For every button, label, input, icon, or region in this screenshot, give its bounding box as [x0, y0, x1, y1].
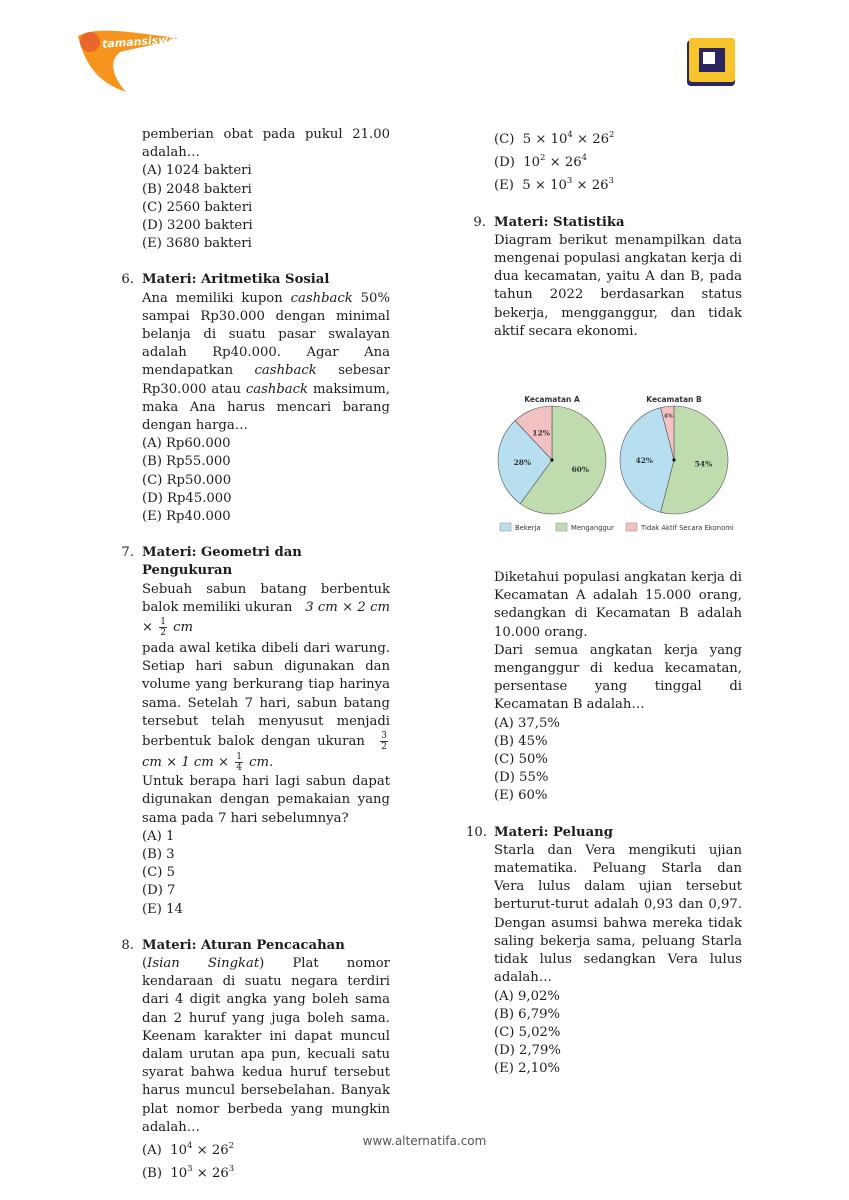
- q5-option-d: (D) 3200 bakteri: [142, 218, 253, 234]
- q9-option-e: (E) 60%: [494, 788, 548, 804]
- q6-number: 6.: [121, 272, 134, 288]
- pie-title-2: Kecamatan B: [646, 395, 702, 404]
- q7-option-b: (B) 3: [142, 846, 175, 862]
- q6-option-a: (A) Rp60.000: [142, 436, 231, 452]
- pie-label-2-1: 42%: [635, 456, 654, 465]
- legend-swatch-3: [626, 523, 637, 531]
- q9-title: Materi: Statistika: [494, 214, 625, 230]
- q10-option-a: (A) 9,02%: [494, 988, 560, 1004]
- q7-dimension-initial: 3 cm × 2 cm × $\frac{1}{2}$ cm: [142, 599, 391, 639]
- q6-title: Materi: Aritmetika Sosial: [142, 272, 330, 288]
- pie-label-1-1: 28%: [513, 457, 532, 467]
- right-column: [466, 126, 742, 1079]
- question-7: [121, 544, 391, 918]
- q8-option-e: (E) $5 \times 10^3 \times 26^3$: [494, 176, 614, 194]
- pie-center-1: [550, 458, 553, 461]
- q10-option-e: (E) 2,10%: [494, 1061, 561, 1077]
- q6-option-d: (D) Rp45.000: [142, 490, 232, 506]
- left-column: [121, 126, 391, 1183]
- legend-label-3: Tidak Aktif Secara Ekonomi: [641, 524, 734, 532]
- q9-text-2: Diketahui populasi angkatan kerja di Kecamatan A adalah 15.000 orang, sedangkan di Kecamatan B adalah 10.000 orang.: [494, 570, 742, 640]
- footer-url: www.alternatifa.com: [362, 1134, 487, 1148]
- q10-text: Starla dan Vera mengikuti ujian matematika. Peluang Starla dan Vera lulus dalam ujian tersebut berturut-turut adalah 0,93 dan 0,97. Dengan asumsi bahwa mereka tidak saling bekerja sama, peluang Starla tidak lulus sedangkan Vera lulus adalah…: [494, 842, 742, 986]
- q7-option-e: (E) 14: [142, 901, 183, 917]
- legend-label-1: Bekerja: [515, 524, 541, 532]
- q10-option-b: (B) 6,79%: [494, 1006, 561, 1022]
- q10-title: Materi: Peluang: [494, 824, 613, 840]
- pie-label-2-3: 4%: [663, 413, 673, 420]
- q10-option-c: (C) 5,02%: [494, 1024, 561, 1040]
- q7-number: 7.: [121, 545, 134, 561]
- q9-option-b: (B) 45%: [494, 733, 548, 749]
- pie-center-2: [672, 458, 675, 461]
- q5-option-a: (A) 1024 bakteri: [142, 163, 252, 179]
- svg-text:tamansiswa: tamansiswa: [101, 32, 177, 51]
- q10-option-d: (D) 2,79%: [494, 1043, 561, 1059]
- pie-chart-figure: [494, 390, 742, 540]
- q6-option-b: (B) Rp55.000: [142, 454, 231, 470]
- question-10: [466, 824, 742, 1079]
- q8-title: Materi: Aturan Pencacahan: [142, 937, 345, 953]
- q8-option-c: (C) $5 \times 10^4 \times 26^2$: [494, 130, 615, 147]
- legend-swatch-2: [556, 523, 567, 531]
- q5-option-e: (E) 3680 bakteri: [142, 236, 252, 252]
- q6-option-e: (E) Rp40.000: [142, 509, 231, 525]
- alternatifa-logo: [685, 36, 739, 88]
- q8-option-b: (B) $10^3 \times 26^3$: [142, 1164, 235, 1182]
- q9-option-c: (C) 50%: [494, 752, 548, 768]
- q8-text: (Isian Singkat) Plat nomor kendaraan di suatu negara terdiri dari 4 digit angka yang boleh sama dan 2 huruf yang juga boleh sama. Keenam karakter ini dapat muncul dalam urutan apa pun, kecuali satu syarat bahwa kedua huruf tersebut harus muncul bersebelahan. Banyak plat nomor berbeda yang mungkin adalah…: [142, 955, 390, 1135]
- q8-option-d: (D) $10^2 \times 26^4$: [494, 153, 588, 171]
- q9-number: 9.: [473, 214, 486, 230]
- q6-text: Ana memiliki kupon cashback 50% sampai Rp30.000 dengan minimal belanja di suatu pasar swalayan adalah Rp40.000. Agar Ana mendapatkan cashback sebesar Rp30.000 atau cashback maksimum, maka Ana harus mencari barang dengan harga…: [142, 290, 390, 434]
- legend-label-2: Menganggur: [571, 524, 614, 532]
- q7-title: Materi: Geometri dan Pengukuran: [142, 545, 302, 579]
- q5-option-b: (B) 2048 bakteri: [142, 181, 252, 197]
- q5-option-c: (C) 2560 bakteri: [142, 199, 253, 215]
- q9-text-1: Diagram berikut menampilkan data mengenai populasi angkatan kerja di dua kecamatan, yaitu A dan B, pada tahun 2022 berdasarkan status bekerja, mengganggur, dan tidak aktif secara ekonomi.: [494, 232, 742, 339]
- legend-swatch-1: [500, 523, 511, 531]
- q8-option-a: (A) $10^4 \times 26^2$: [142, 1140, 235, 1158]
- q9-option-d: (D) 55%: [494, 770, 549, 786]
- tamansiswa-logo: [68, 22, 188, 98]
- pie-label-2-2: 54%: [694, 459, 713, 469]
- pie-label-1-3: 12%: [532, 428, 550, 438]
- q7-dimension-final: $\frac{3}{2}$ cm × 1 cm × $\frac{1}{4}$ cm.: [142, 731, 387, 774]
- q5-text: pemberian obat pada pukul 21.00 adalah…: [142, 127, 390, 161]
- q9-text-3: Dari semua angkatan kerja yang menganggur di kedua kecamatan, persentase yang tinggal di Kecamatan B adalah…: [494, 642, 742, 713]
- q7-option-d: (D) 7: [142, 883, 176, 899]
- pie-title-1: Kecamatan A: [524, 395, 580, 404]
- q7-text-3: Untuk berapa hari lagi sabun dapat digunakan dengan pemakaian yang sama pada 7 hari sebelumnya?: [142, 774, 390, 826]
- q10-number: 10.: [466, 824, 487, 840]
- q7-option-c: (C) 5: [142, 865, 175, 881]
- question-6: [121, 271, 390, 526]
- q6-option-c: (C) Rp50.000: [142, 472, 232, 488]
- pie-label-1-2: 60%: [571, 465, 590, 475]
- question-5-continued: [142, 126, 390, 253]
- q9-option-a: (A) 37,5%: [494, 715, 560, 731]
- question-8-continued: [494, 126, 742, 196]
- q8-number: 8.: [121, 937, 134, 953]
- q7-text-1: Sebuah sabun batang berbentuk balok memiliki ukuran 3 cm × 2 cm × $\frac{1}{2}$ cm: [142, 581, 391, 639]
- q7-option-a: (A) 1: [142, 828, 175, 844]
- q7-text-2: pada awal ketika dibeli dari warung. Setiap hari sabun digunakan dan volume yang berkurang tiap harinya sama. Setelah 7 hari, sabun batang tersebut telah menyusut menjadi berbentuk balok dengan ukuran $\frac{3}{2}$ cm × 1 cm × $\frac{1}{4}$ cm.: [142, 641, 390, 774]
